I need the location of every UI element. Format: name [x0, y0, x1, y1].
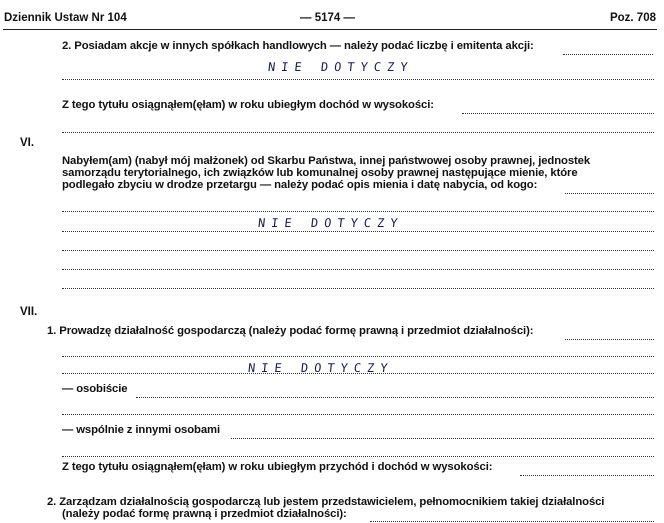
- shares-label: 2. Posiadam akcje w innych spółkach handlowych — należy podać liczbę i emitenta akcji:: [62, 40, 534, 52]
- acquisition-text-line3: podlegało zbyciu w drodze przetargu — należy podać opis mienia i datę nabycia, od kogo:: [62, 179, 538, 191]
- acquisition-line-4[interactable]: [62, 269, 654, 270]
- section-vi-numeral: VI.: [20, 137, 35, 149]
- acquisition-fill-line[interactable]: [565, 193, 654, 194]
- shares-income-fill-line[interactable]: [462, 113, 654, 114]
- section-vii-numeral: VII.: [20, 306, 38, 318]
- management-text-line2: (należy podać formę prawną i przedmiot działalności):: [62, 508, 347, 520]
- shares-income-label: Z tego tytułu osiągnąłem(ęłam) w roku ubiegłym dochód w wysokości:: [62, 99, 434, 111]
- acquisition-line-3[interactable]: [62, 250, 654, 251]
- personally-extra-line[interactable]: [62, 414, 654, 415]
- shares-answer: NIE DOTYCZY: [267, 60, 415, 74]
- business-fill-line[interactable]: [565, 339, 654, 340]
- acquisition-line-5[interactable]: [62, 288, 654, 289]
- acquisition-text-line1: Nabyłem(am) (nabył mój małżonek) od Skarbu Państwa, innej państwowej osoby prawnej, jednostek: [62, 155, 591, 167]
- jointly-label: — wspólnie z innymi osobami: [62, 424, 220, 436]
- shares-answer-line[interactable]: [62, 79, 654, 80]
- jointly-fill-line[interactable]: [231, 438, 654, 439]
- business-line-2[interactable]: [62, 373, 654, 374]
- header-rule: [3, 29, 657, 30]
- jointly-extra-line[interactable]: [62, 456, 654, 457]
- shares-extra-line[interactable]: [62, 132, 654, 133]
- shares-fill-line[interactable]: [563, 54, 653, 55]
- management-text-line1: 2. Zarządzam działalnością gospodarczą lub jestem przedstawicielem, pełnomocnikiem takiej działalności: [47, 496, 605, 508]
- acquisition-text-line2: samorządu terytorialnego, ich związków lub komunalnej osoby prawnej następujące mienie, które: [62, 167, 578, 179]
- acquisition-answer: NIE DOTYCZY: [257, 216, 405, 230]
- personally-fill-line[interactable]: [136, 397, 654, 398]
- business-label: 1. Prowadzę działalność gospodarczą (należy podać formę prawną i przedmiot działalności):: [47, 325, 534, 337]
- acquisition-line-1[interactable]: [62, 211, 654, 212]
- personally-label: — osobiście: [62, 383, 128, 395]
- business-line-1[interactable]: [62, 356, 654, 357]
- acquisition-line-2[interactable]: [62, 231, 654, 232]
- management-fill-line[interactable]: [370, 521, 654, 522]
- page-number: — 5174 —: [300, 12, 355, 24]
- position-number: Poz. 708: [609, 12, 656, 24]
- business-answer: NIE DOTYCZY: [247, 361, 395, 375]
- business-income-label: Z tego tytułu osiągnąłem(ęłam) w roku ubiegłym przychód i dochód w wysokości:: [62, 461, 493, 473]
- journal-title: Dziennik Ustaw Nr 104: [4, 12, 127, 24]
- business-income-fill-line[interactable]: [520, 475, 654, 476]
